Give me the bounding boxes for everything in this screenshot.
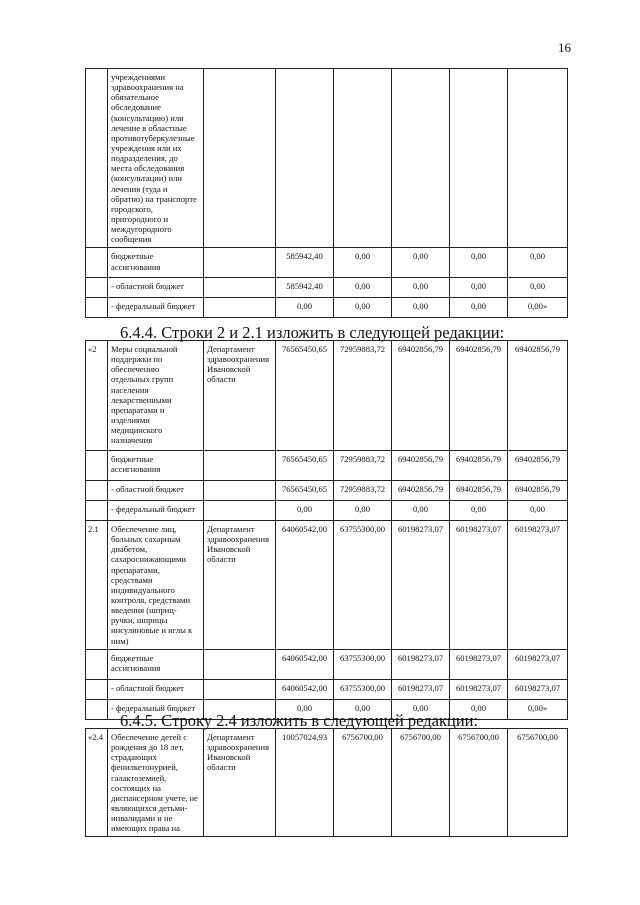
department-cell: Департамент здравоохранения Ивановской области: [204, 521, 276, 650]
value-cell: 0,00: [508, 501, 568, 521]
value-cell: 76565450,65: [276, 451, 334, 481]
value-cell: 69402856,79: [392, 481, 450, 501]
value-cell: 69402856,79: [508, 451, 568, 481]
table-row: [86, 481, 568, 501]
value-cell: 60198273,07: [450, 521, 508, 650]
value-cell: 10057024,93: [276, 729, 334, 837]
row-label: - областной бюджет: [108, 278, 204, 298]
value-cell: 64060542,00: [276, 521, 334, 650]
value-cell: 0,00: [334, 248, 392, 278]
page-number: 16: [558, 40, 571, 55]
value-cell: 69402856,79: [508, 341, 568, 451]
table-row: [86, 341, 568, 451]
index-cell: 2.1: [86, 521, 108, 650]
value-cell: 69402856,79: [508, 481, 568, 501]
value-cell: 72959883,72: [334, 341, 392, 451]
value-cell: 60198273,07: [508, 679, 568, 699]
value-cell: 585942,40: [276, 248, 334, 278]
budget-table: [85, 728, 568, 837]
value-cell: 76565450,65: [276, 341, 334, 451]
value-cell: 60198273,07: [508, 521, 568, 650]
value-cell: 72959883,72: [334, 481, 392, 501]
table-row: [86, 501, 568, 521]
row-label: - федеральный бюджет: [108, 699, 204, 719]
value-cell: 60198273,07: [450, 679, 508, 699]
value-cell: 69402856,79: [450, 341, 508, 451]
value-cell: 0,00: [450, 248, 508, 278]
value-cell: 0,00: [334, 501, 392, 521]
table-row: [86, 451, 568, 481]
row-label: бюджетные ассигнования: [108, 248, 204, 278]
section-heading: 6.4.4. Строки 2 и 2.1 изложить в следующей редакции:: [120, 323, 505, 342]
table-row: [86, 278, 568, 298]
value-cell: 0,00: [392, 298, 450, 318]
value-cell: 0,00: [276, 699, 334, 719]
value-cell: 0,00: [392, 248, 450, 278]
program-name-cell: Обеспечение лиц, больных сахарным диабетом, сахароснижающими препаратами, средствами индивидуального контроля, средствами введения (шприц-ручки, шприцы инсулиновые и иглы к ним): [108, 521, 204, 650]
value-cell: 69402856,79: [392, 451, 450, 481]
continuation-table: [85, 68, 568, 318]
table-row: [86, 679, 568, 699]
row-label: - областной бюджет: [108, 679, 204, 699]
value-cell: 63755300,00: [334, 521, 392, 650]
value-cell: 0,00»: [508, 699, 568, 719]
value-cell: 60198273,07: [508, 649, 568, 679]
value-cell: 69402856,79: [392, 341, 450, 451]
value-cell: 69402856,79: [450, 481, 508, 501]
department-cell: Департамент здравоохранения Ивановской области: [204, 341, 276, 451]
row-label: - федеральный бюджет: [108, 298, 204, 318]
row-label: - областной бюджет: [108, 481, 204, 501]
value-cell: 0,00: [450, 278, 508, 298]
value-cell: 0,00: [450, 501, 508, 521]
value-cell: 0,00: [450, 298, 508, 318]
value-cell: 585942,40: [276, 278, 334, 298]
value-cell: 72959883,72: [334, 451, 392, 481]
value-cell: 60198273,07: [392, 679, 450, 699]
value-cell: 64060542,00: [276, 649, 334, 679]
table-row: [86, 69, 568, 248]
value-cell: 0,00: [334, 699, 392, 719]
value-cell: 6756700,00: [334, 729, 392, 837]
value-cell: 0,00: [276, 298, 334, 318]
value-cell: 63755300,00: [334, 679, 392, 699]
index-cell: «2.4: [86, 729, 108, 837]
table-row: [86, 248, 568, 278]
table-row: [86, 729, 568, 837]
value-cell: 0,00: [334, 298, 392, 318]
value-cell: 0,00: [392, 501, 450, 521]
row-label: бюджетные ассигнования: [108, 451, 204, 481]
value-cell: 0,00: [334, 278, 392, 298]
table-row: [86, 298, 568, 318]
value-cell: 60198273,07: [392, 521, 450, 650]
value-cell: 0,00: [392, 278, 450, 298]
value-cell: 0,00: [508, 278, 568, 298]
value-cell: 6756700,00: [508, 729, 568, 837]
value-cell: 6756700,00: [450, 729, 508, 837]
index-cell: «2: [86, 341, 108, 451]
index-cell: [86, 69, 108, 248]
value-cell: 0,00: [450, 699, 508, 719]
row-label: - федеральный бюджет: [108, 501, 204, 521]
program-text-cell: учреждениями здравоохранения на обязательное обследование (консультацию) или лечение в областные противотуберкулезные учреждения или их подразделения, до места обследования (консультации) или лечения (туда и обратно) на транспорте городского, пригородного и междугородного сообщения: [108, 69, 204, 248]
value-cell: 60198273,07: [392, 649, 450, 679]
value-cell: 63755300,00: [334, 649, 392, 679]
table-row: [86, 649, 568, 679]
value-cell: 76565450,65: [276, 481, 334, 501]
value-cell: 69402856,79: [450, 451, 508, 481]
department-cell: Департамент здравоохранения Ивановской области: [204, 729, 276, 837]
department-cell: [204, 69, 276, 248]
program-name-cell: Обеспечение детей с рождения до 18 лет, страдающих фенилкетонурией, галактоземией, состоящих на диспансерном учете, не являющихся детьми-инвалидами и не имеющих права на: [108, 729, 204, 837]
value-cell: 60198273,07: [450, 649, 508, 679]
program-name-cell: Меры социальной поддержки по обеспечению отдельных групп населения лекарственными препаратами и изделиями медицинского назначения: [108, 341, 204, 451]
value-cell: 0,00: [508, 248, 568, 278]
row-label: бюджетные ассигнования: [108, 649, 204, 679]
value-cell: 6756700,00: [392, 729, 450, 837]
value-cell: 64060542,00: [276, 679, 334, 699]
budget-table: [85, 340, 568, 720]
value-cell: 0,00»: [508, 298, 568, 318]
table-row: [86, 521, 568, 650]
value-cell: 0,00: [392, 699, 450, 719]
value-cell: 0,00: [276, 501, 334, 521]
section-heading: 6.4.5. Строку 2.4 изложить в следующей редакции:: [120, 711, 479, 730]
